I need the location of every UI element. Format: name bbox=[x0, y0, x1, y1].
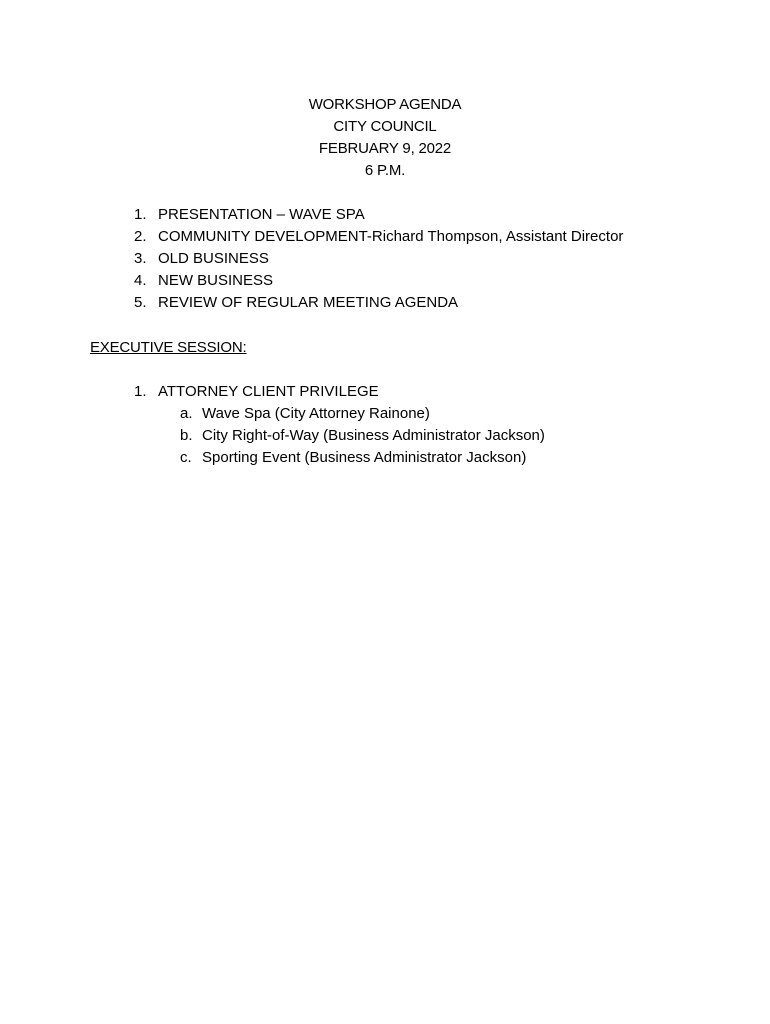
sub-item-letter: a. bbox=[180, 405, 193, 422]
agenda-item-number: 4. bbox=[134, 272, 147, 289]
header-title: WORKSHOP AGENDA bbox=[308, 96, 462, 113]
agenda-item-number: 5. bbox=[134, 294, 147, 311]
executive-session-item bbox=[134, 381, 545, 469]
agenda-item-text: NEW BUSINESS bbox=[158, 272, 274, 289]
executive-sub-item bbox=[180, 403, 545, 425]
header-time: 6 P.M. bbox=[364, 162, 406, 179]
agenda-item-text: REVIEW OF REGULAR MEETING AGENDA bbox=[158, 294, 459, 311]
sub-item-text: Wave Spa (City Attorney Rainone) bbox=[202, 405, 430, 422]
sub-item-text: Sporting Event (Business Administrator Jackson) bbox=[202, 449, 527, 466]
agenda-item-number: 3. bbox=[134, 250, 147, 267]
executive-session-heading: EXECUTIVE SESSION: bbox=[90, 339, 247, 356]
agenda-header bbox=[0, 94, 770, 182]
header-date: FEBRUARY 9, 2022 bbox=[318, 140, 452, 157]
executive-sub-item bbox=[180, 425, 545, 447]
agenda-item-text: COMMUNITY DEVELOPMENT-Richard Thompson, Assistant Director bbox=[158, 228, 624, 245]
executive-sub-item bbox=[180, 447, 545, 469]
agenda-item bbox=[134, 292, 623, 314]
agenda-list bbox=[134, 204, 623, 314]
sub-item-text: City Right-of-Way (Business Administrator Jackson) bbox=[202, 427, 545, 444]
executive-session-list bbox=[134, 381, 545, 469]
agenda-item-number: 1. bbox=[134, 206, 147, 223]
agenda-item bbox=[134, 270, 623, 292]
sub-item-letter: c. bbox=[180, 449, 192, 466]
executive-item-number: 1. bbox=[134, 383, 147, 400]
executive-item-text: ATTORNEY CLIENT PRIVILEGE bbox=[158, 383, 379, 400]
agenda-item-text: OLD BUSINESS bbox=[158, 250, 269, 267]
sub-item-letter: b. bbox=[180, 427, 193, 444]
agenda-item-number: 2. bbox=[134, 228, 147, 245]
agenda-item bbox=[134, 248, 623, 270]
agenda-item-text: PRESENTATION – WAVE SPA bbox=[158, 206, 365, 223]
agenda-item bbox=[134, 226, 623, 248]
header-body: CITY COUNCIL bbox=[333, 118, 437, 135]
executive-sub-list bbox=[134, 403, 545, 469]
agenda-item bbox=[134, 204, 623, 226]
